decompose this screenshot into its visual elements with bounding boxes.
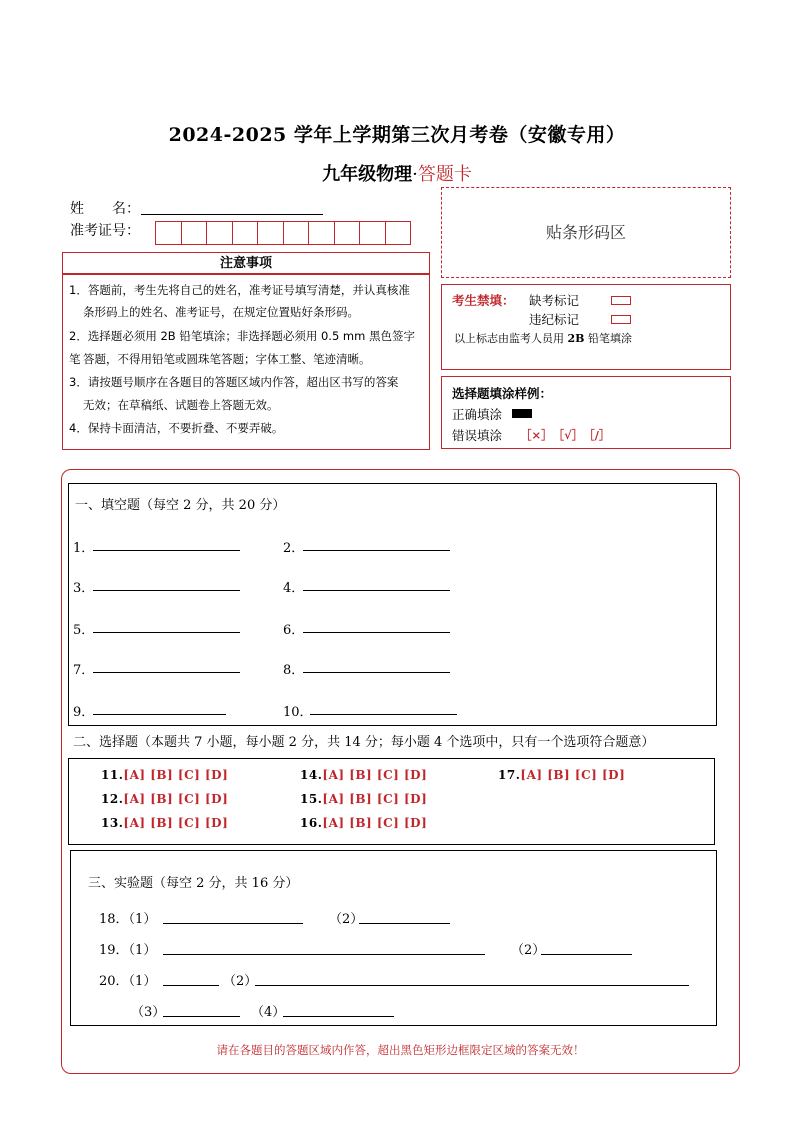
q-subnumber: （2） (223, 974, 258, 989)
filled-mark-icon (512, 409, 532, 418)
violation-mark-box[interactable] (611, 315, 631, 324)
choice-options[interactable]: [A] [B] [C] [D] (322, 816, 428, 830)
answer-line[interactable] (93, 714, 226, 715)
choice-row[interactable] (498, 768, 625, 782)
answer-line[interactable] (303, 590, 450, 591)
answer-line[interactable] (93, 550, 240, 551)
notice-item: 4．保持卡面清洁，不要折叠、不要弄破。 (69, 421, 284, 435)
notice-item: 3．请按题号顺序在各题目的答题区域内作答，超出区书写的答案 (69, 375, 399, 389)
q-subnumber: （3） (131, 1005, 166, 1020)
absent-label: 缺考标记 (529, 293, 580, 308)
choice-row[interactable] (300, 792, 427, 806)
absent-mark-box[interactable] (611, 296, 631, 305)
notice-item: 2．选择题必须用 2B 铅笔填涂；非选择题必须用 0.5 mm 黑色签字笔 (69, 329, 415, 366)
notice-item: 1．答题前，考生先将自己的姓名，准考证号填写清楚，并认真核准 (69, 283, 410, 297)
answer-line[interactable] (163, 923, 303, 924)
answer-line[interactable] (310, 714, 457, 715)
id-digit-box[interactable] (155, 221, 182, 245)
q-number: 9． (73, 705, 95, 720)
choice-options[interactable]: [A] [B] [C] [D] (123, 792, 229, 806)
id-digit-box[interactable] (232, 221, 259, 245)
page-subtitle (0, 160, 794, 186)
id-digit-box[interactable] (308, 221, 335, 245)
choice-number: 13. (101, 816, 124, 830)
choice-options[interactable]: [A] [B] [C] [D] (123, 816, 229, 830)
q-number: 3． (73, 581, 95, 596)
wrong-label: 错误填涂 (452, 428, 503, 443)
section2-title: 二、选择题（本题共 7 小题，每小题 2 分，共 14 分；每小题 4 个选项中，只有一个选项符合题意） (73, 735, 655, 750)
section3-title: 三、实验题（每空 2 分，共 16 分） (88, 876, 299, 891)
answer-line[interactable] (93, 672, 240, 673)
choice-options[interactable]: [A] [B] [C] [D] (123, 768, 229, 782)
choice-options[interactable]: [A] [B] [C] [D] (322, 792, 428, 806)
section1-title: 一、填空题（每空 2 分，共 20 分） (75, 498, 286, 513)
section-fill-blank (68, 483, 717, 726)
marks-note-post: 铅笔填涂 (587, 332, 632, 345)
marks-title: 考生禁填： (452, 293, 515, 308)
answer-line[interactable] (359, 923, 450, 924)
q-number: 10． (283, 705, 313, 720)
answer-line[interactable] (283, 1016, 394, 1017)
choice-number: 15. (300, 792, 323, 806)
choice-number: 12. (101, 792, 124, 806)
answer-line[interactable] (163, 985, 219, 986)
notice-box (62, 274, 430, 450)
name-label: 姓 名： (70, 201, 140, 217)
q-number: 20．（1） (99, 974, 157, 989)
answer-line[interactable] (93, 632, 240, 633)
id-digit-box[interactable] (206, 221, 233, 245)
answer-line[interactable] (303, 550, 450, 551)
id-boxes (155, 221, 411, 245)
correct-label: 正确填涂 (452, 407, 503, 422)
choice-number: 16. (300, 816, 323, 830)
q-subnumber: （2） (511, 943, 546, 958)
wrong-marks: ［×］ ［√］ ［/］ (520, 428, 611, 442)
choice-row[interactable] (101, 792, 228, 806)
name-field[interactable] (141, 213, 323, 215)
notice-title: 注意事项 (62, 252, 430, 274)
page-title: 2024-2025 学年上学期第三次月考卷（安徽专用） (168, 124, 626, 146)
q-subnumber: （2） (329, 912, 364, 927)
choice-row[interactable] (101, 768, 228, 782)
barcode-area: 贴条形码区 (441, 187, 731, 278)
marks-box (441, 284, 731, 370)
marks-note (454, 330, 632, 346)
answer-line[interactable] (255, 985, 689, 986)
id-digit-box[interactable] (257, 221, 284, 245)
choice-row[interactable] (300, 816, 427, 830)
id-digit-box[interactable] (181, 221, 208, 245)
q-number: 19．（1） (99, 943, 157, 958)
q-number: 6． (283, 623, 305, 638)
choice-row[interactable] (101, 816, 228, 830)
section-experiment (70, 850, 717, 1026)
id-digit-box[interactable] (334, 221, 361, 245)
section-choice (68, 758, 715, 845)
q-number: 8． (283, 663, 305, 678)
sample-box (441, 376, 731, 449)
answer-line[interactable] (303, 632, 450, 633)
choice-number: 14. (300, 768, 323, 782)
footer-warning: 请在各题目的答题区域内作答，超出黑色矩形边框限定区域的答案无效！ (216, 1043, 585, 1057)
choice-row[interactable] (300, 768, 427, 782)
subtitle-dot: · (412, 164, 418, 185)
q-number: 18．（1） (99, 912, 157, 927)
q-number: 1． (73, 541, 95, 556)
sample-title: 选择题填涂样例： (452, 386, 553, 401)
marks-note-bold: 2B (567, 332, 585, 345)
q-number: 5． (73, 623, 95, 638)
violation-label: 违纪标记 (529, 312, 580, 327)
marks-note-pre: 以上标志由监考人员用 (454, 332, 564, 345)
choice-number: 17. (498, 768, 521, 782)
choice-options[interactable]: [A] [B] [C] [D] (520, 768, 626, 782)
q-subnumber: （4） (251, 1005, 286, 1020)
q-number: 4． (283, 581, 305, 596)
q-number: 2． (283, 541, 305, 556)
notice-item: 条形码上的姓名、准考证号，在规定位置贴好条形码。 (83, 305, 359, 319)
id-digit-box[interactable] (283, 221, 310, 245)
answer-line[interactable] (541, 954, 632, 955)
id-digit-box[interactable] (359, 221, 386, 245)
choice-number: 11. (101, 768, 124, 782)
answer-line[interactable] (163, 1016, 240, 1017)
notice-item: 答题，不得用铅笔或圆珠笔答题；字体工整、笔迹清晰。 (83, 352, 371, 366)
q-number: 7． (73, 663, 95, 678)
id-digit-box[interactable] (385, 221, 412, 245)
answer-line[interactable] (93, 590, 240, 591)
notice-item: 无效；在草稿纸、试题卷上答题无效。 (83, 398, 279, 412)
choice-options[interactable]: [A] [B] [C] [D] (322, 768, 428, 782)
subtitle-sub: 答题卡 (417, 164, 472, 185)
id-label: 准考证号： (70, 223, 140, 239)
subtitle-main: 九年级物理 (322, 164, 413, 185)
answer-line[interactable] (303, 672, 450, 673)
answer-line[interactable] (163, 954, 485, 955)
